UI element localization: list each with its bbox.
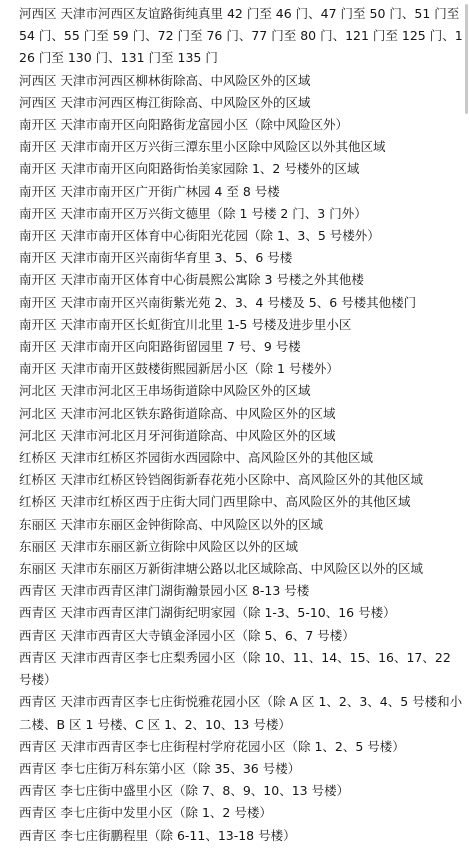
list-item: 南开区 天津市南开区万兴街三潭东里小区除中风险区以外其他区域	[19, 139, 386, 155]
list-item: 河北区 天津市河北区王串场街道除中风险区外的区域	[19, 383, 311, 399]
list-item: 红桥区 天津市红桥区铃铛阁街新春花苑小区除中、高风险区外的其他区域	[19, 472, 423, 488]
list-item: 西青区 天津市西青区津门湖街瀚景园小区 8-13 号楼	[19, 583, 310, 599]
list-item: 红桥区 天津市红桥区芥园街水西园除中、高风险区外的其他区域	[19, 450, 373, 466]
scrollbar[interactable]	[463, 0, 469, 851]
list-item: 河西区 天津市河西区友谊路街纯真里 42 门至 46 门、47 门至 50 门、51 门至 54 门、55 门至 59 门、72 门至 76 门、77 门至 80 门、121 门至 125 门、126 门至 130 门、131 门至 135 门	[19, 6, 463, 66]
list-item: 红桥区 天津市红桥区西于庄街大同门西里除中、高风险区外的其他区域	[19, 494, 411, 510]
list-item: 河北区 天津市河北区铁东路街道除高、中风险区外的区域	[19, 405, 336, 421]
document-body	[19, 3, 465, 847]
list-item: 南开区 天津市南开区体育中心街晨熙公寓除 3 号楼之外其他楼	[19, 272, 364, 288]
list-item: 南开区 天津市南开区兴南街紫光苑 2、3、4 号楼及 5、6 号楼其他楼门	[19, 294, 417, 310]
list-item: 东丽区 天津市东丽区新立街除中风险区以外的区域	[19, 538, 298, 554]
list-item: 南开区 天津市南开区向阳路街留园里 7 号、9 号楼	[19, 339, 301, 355]
list-item: 南开区 天津市南开区长虹街宜川北里 1-5 号楼及进步里小区	[19, 316, 352, 332]
list-item: 南开区 天津市南开区万兴街文德里（除 1 号楼 2 门、3 门外）	[19, 205, 367, 221]
list-item: 南开区 天津市南开区向阳路街龙富园小区（除中风险区外）	[19, 117, 348, 133]
list-item: 东丽区 天津市东丽区金钟街除高、中风险区以外的区域	[19, 516, 323, 532]
list-item: 西青区 天津市西青区李七庄街程村学府花园小区（除 1、2、5 号楼）	[19, 738, 405, 754]
list-item: 西青区 天津市西青区津门湖街纪明家园（除 1-3、5-10、16 号楼）	[19, 605, 396, 621]
list-item: 南开区 天津市南开区鼓楼街熙园新居小区（除 1 号楼外）	[19, 361, 339, 377]
list-item: 南开区 天津市南开区兴南街华育里 3、5、6 号楼	[19, 250, 293, 266]
list-item: 西青区 天津市西青区李七庄街悦雅花园小区（除 A 区 1、2、3、4、5 号楼和小二楼、B 区 1 号楼、C 区 1、2、10、13 号楼）	[19, 694, 463, 732]
list-item: 西青区 天津市西青区李七庄梨秀园小区（除 10、11、14、15、16、17、22 号楼）	[19, 649, 451, 688]
list-item: 河西区 天津市河西区梅江街除高、中风险区外的区域	[19, 94, 311, 110]
list-item: 西青区 李七庄街中发里小区（除 1、2 号楼）	[19, 805, 272, 821]
list-item: 东丽区 天津市东丽区万新街津塘公路以北区域除高、中风险区以外的区域	[19, 561, 423, 577]
list-item: 南开区 天津市南开区广开街广林园 4 至 8 号楼	[19, 183, 280, 199]
list-item: 西青区 李七庄街鹏程里（除 6-11、13-18 号楼）	[19, 827, 296, 843]
list-item: 河北区 天津市河北区月牙河街道除高、中风险区外的区域	[19, 427, 336, 443]
list-item: 西青区 李七庄街万科东第小区（除 35、36 号楼）	[19, 760, 301, 776]
scrollbar-thumb[interactable]	[465, 4, 468, 114]
list-item: 河西区 天津市河西区柳林街除高、中风险区外的区域	[19, 72, 311, 88]
list-item: 西青区 天津市西青区大寺镇金泽园小区（除 5、6、7 号楼）	[19, 627, 355, 643]
list-item: 南开区 天津市南开区体育中心街阳光花园（除 1、3、5 号楼外）	[19, 228, 380, 244]
list-item: 西青区 李七庄街中盛里小区（除 7、8、9、10、13 号楼）	[19, 783, 350, 799]
list-item: 南开区 天津市南开区向阳路街怡美家园除 1、2 号楼外的区域	[19, 161, 360, 177]
